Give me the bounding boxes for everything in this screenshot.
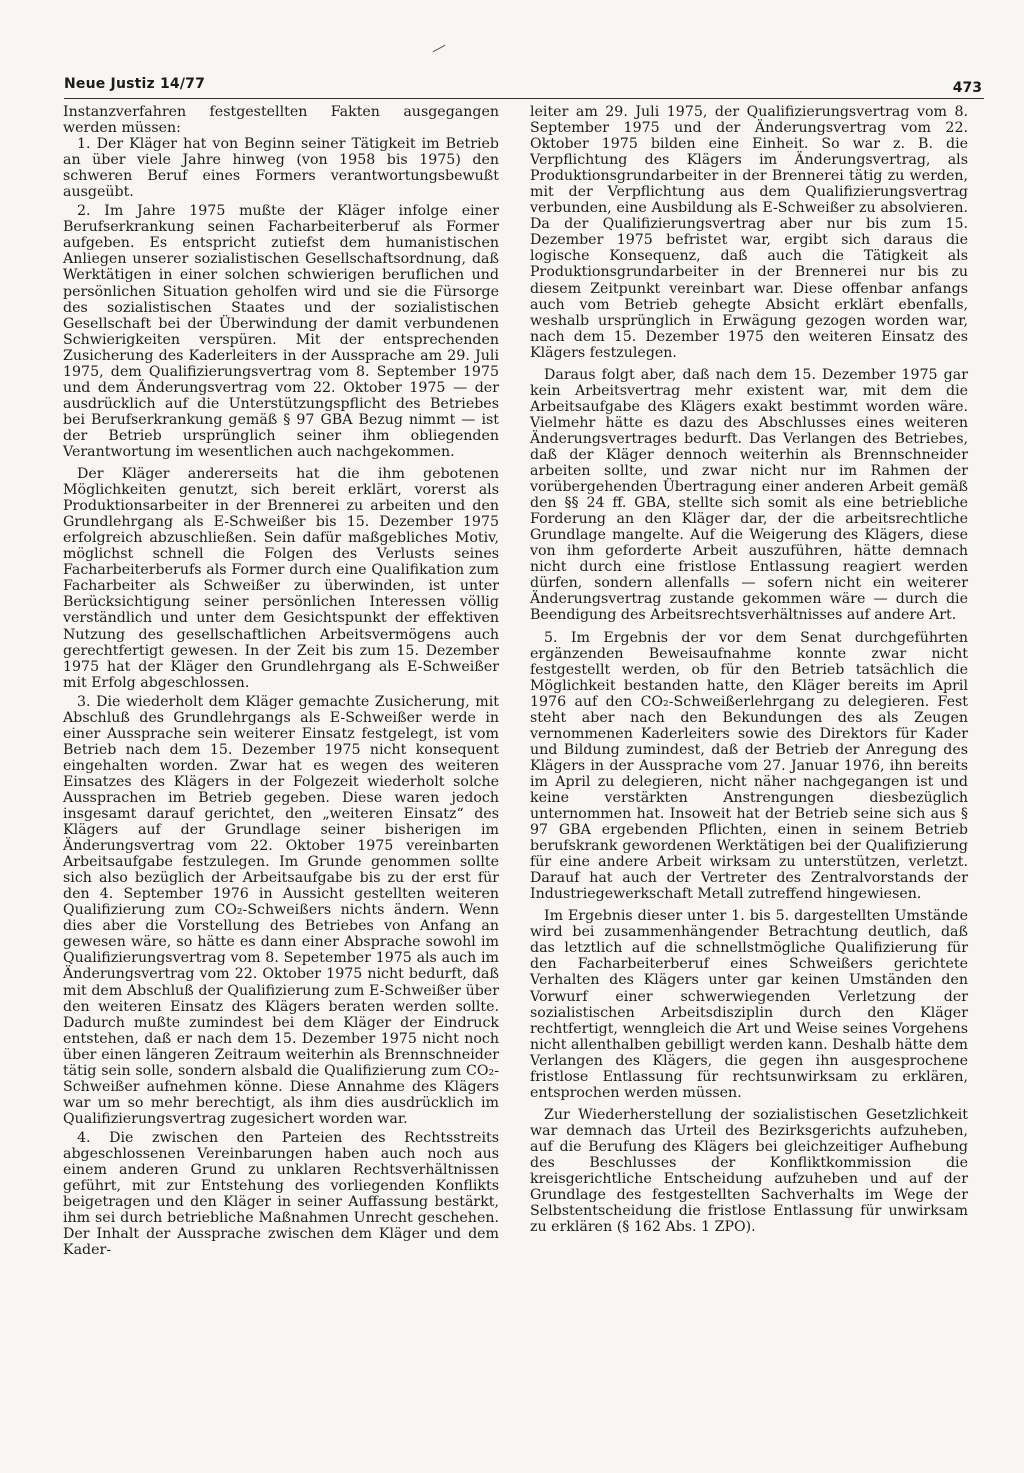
header-rule	[64, 98, 984, 99]
right-column	[530, 104, 968, 1235]
paragraph: Zur Wiederherstellung der sozialistischen Gesetzlichkeit war demnach das Urteil des Bezirksgerichts aufzuheben, auf die Berufung des Klägers bei gleichzeitiger Aufhebung des Beschlusses der Konfliktkommission die kreisgerichtliche Entscheidung aufzuheben und auf der Grundlage des festgestellten Sachverhalts im Wege der Selbstentscheidung die fristlose Entlassung für unwirksam zu erklären (§ 162 Abs. 1 ZPO).	[530, 1106, 968, 1236]
paragraph: Der Kläger andererseits hat die ihm gebotenen Möglichkeiten genutzt, sich bereit erklärt, vorerst als Produktionsarbeiter in der Brennerei zu arbeiten und den Grundlehrgang als E-Schweißer bis 15. Dezember 1975 erfolgreich abzuschließen. Sein dafür maßgebliches Motiv, möglichst schnell die Folgen des Verlusts seines Facharbeiterberufs als Former durch eine Qualifikation zum Facharbeiter als Schweißer zu überwinden, ist unter Berücksichtigung seiner persönlichen Interessen völlig verständlich und unter dem Gesichtspunkt der effektiven Nutzung des gesellschaftlichen Arbeitsvermögens auch gerechtfertigt gewesen. In der Zeit bis zum 15. Dezember 1975 hat der Kläger den Grundlehrgang als E-Schweißer mit Erfolg abgeschlossen.	[63, 466, 499, 691]
left-column	[63, 104, 499, 1258]
paragraph: 2. Im Jahre 1975 mußte der Kläger infolge einer Berufserkrankung seinen Facharbeiterberuf als Former aufgeben. Es entspricht zutiefst dem humanistischen Anliegen unserer sozialistischen Gesellschaftsordnung, daß Werktätigen in einer solchen schwierigen beruflichen und persönlichen Situation geholfen wird und sie die Fürsorge des sozialistischen Staates und der sozialistischen Gesellschaft bei der Überwindung der damit verbundenen Schwierigkeiten verspüren. Mit der entsprechenden Zusicherung des Kaderleiters in der Aussprache am 29. Juli 1975, dem Qualifizierungsvertrag vom 8. September 1975 und dem Änderungsvertrag vom 22. Oktober 1975 — der ausdrücklich auf die Unterstützungspflicht des Betriebes bei Berufserkrankung gemäß § 97 GBA Bezug nimmt — ist der Betrieb ursprünglich seiner ihm obliegenden Verantwortung im wesentlichen auch nachgekommen.	[63, 203, 499, 460]
pencil-mark	[433, 45, 446, 52]
paragraph: Instanzverfahren festgestellten Fakten ausgegangen werden müssen:	[63, 104, 499, 137]
page-number: 473	[952, 80, 982, 96]
paragraph: Daraus folgt aber, daß nach dem 15. Dezember 1975 gar kein Arbeitsvertrag mehr existent war, mit dem die Arbeitsaufgabe des Klägers exakt bestimmt worden wäre. Vielmehr hätte es dazu des Abschlusses eines weiteren Änderungsvertrages bedurft. Das Verlangen des Betriebes, daß der Kläger dennoch weiterhin als Brennschneider arbeiten sollte, und zwar nicht nur im Rahmen der vorübergehenden Übertragung einer anderen Arbeit gemäß den §§ 24 ff. GBA, stellte sich somit als eine betriebliche Forderung an den Kläger dar, der die arbeitsrechtliche Grundlage mangelte. Auf die Weigerung des Klägers, diese von ihm geforderte Arbeit auszuführen, hätte demnach nicht durch eine fristlose Entlassung reagiert werden dürfen, sondern allenfalls — sofern nicht ein weiterer Änderungsvertrag zustande gekommen wäre — durch die Beendigung des Arbeitsrechtsverhältnisses auf andere Art.	[530, 366, 968, 624]
paragraph: 5. Im Ergebnis der vor dem Senat durchgeführten ergänzenden Beweisaufnahme konnte zwar nicht festgestellt werden, ob für den Betrieb tatsächlich die Möglichkeit bestanden hatte, den Kläger bereits im April 1976 auf den CO₂-Schweißerlehrgang zu delegieren. Fest steht aber nach den Bekundungen des als Zeugen vernommenen Kaderleiters sowie des Direktors für Kader und Bildung zumindest, daß der Betrieb der Anregung des Klägers in der Aussprache vom 27. Januar 1976, ihn bereits im April zu delegieren, nicht näher nachgegangen ist und keine verstärkten Anstrengungen diesbezüglich unternommen hat. Insoweit hat der Betrieb seine sich aus § 97 GBA ergebenden Pflichten, einen in seinem Betrieb berufskrank gewordenen Werktätigen bei der Qualifizierung für eine andere Arbeit wirksam zu unterstützen, verletzt. Darauf hat auch der Vertreter des Zentralvorstands der Industriegewerkschaft Metall zutreffend hingewiesen.	[530, 629, 968, 903]
paragraph: leiter am 29. Juli 1975, der Qualifizierungsvertrag vom 8. September 1975 und der Änderungsvertrag vom 22. Oktober 1975 bilden eine Einheit. So war z. B. die Verpflichtung des Klägers im Änderungsvertrag, als Produktionsgrundarbeiter in der Brennerei tätig zu werden, mit der Verpflichtung aus dem Qualifizierungsvertrag verbunden, eine Ausbildung als E-Schweißer zu absolvieren. Da der Qualifizierungsvertrag aber nur bis zum 15. Dezember 1975 befristet war, ergibt sich daraus die logische Konsequenz, daß auch die Tätigkeit als Produktionsgrundarbeiter in der Brennerei nur bis zu diesem Zeitpunkt vereinbart war. Diese offenbar anfangs auch vom Betrieb gehegte Absicht erklärt ebenfalls, weshalb ursprünglich in Erwägung gezogen worden war, nach dem 15. Dezember 1975 den weiteren Einsatz des Klägers festzulegen.	[530, 104, 968, 361]
paragraph: 1. Der Kläger hat von Beginn seiner Tätigkeit im Betrieb an über viele Jahre hinweg (von 1958 bis 1975) den schweren Beruf eines Formers verantwortungsbewußt ausgeübt.	[63, 136, 499, 201]
paragraph: 4. Die zwischen den Parteien des Rechtsstreits abgeschlossenen Vereinbarungen haben auch noch aus einem anderen Grund zu unklaren Rechtsverhältnissen geführt, mit zur Entstehung des vorliegenden Konflikts beigetragen und den Kläger in seiner Auffassung bestärkt, ihm sei durch betriebliche Maßnahmen Unrecht geschehen. Der Inhalt der Aussprache zwischen dem Kläger und dem Kader-	[63, 1129, 499, 1259]
paragraph: 3. Die wiederholt dem Kläger gemachte Zusicherung, mit Abschluß des Grundlehrgangs als E-Schweißer werde in einer Aussprache sein weiterer Einsatz festgelegt, ist vom Betrieb nach dem 15. Dezember 1975 nicht konsequent eingehalten worden. Zwar hat es wegen des weiteren Einsatzes des Klägers in der Folgezeit wiederholt solche Aussprachen im Betrieb gegeben. Diese waren jedoch insgesamt darauf gerichtet, den „weiteren Einsatz“ des Klägers auf der Grundlage seiner bisherigen im Änderungsvertrag vom 22. Oktober 1975 vereinbarten Arbeitsaufgabe festzulegen. Im Grunde genommen sollte sich also bezüglich der Arbeitsaufgabe bis zu der erst für den 4. September 1976 in Aussicht gestellten weiteren Qualifizierung zum CO₂-Schweißers nichts ändern. Wenn dies aber die Vorstellung des Betriebes von Anfang an gewesen wäre, so hätte es dann einer Absprache sowohl im Qualifizierungsvertrag vom 8. Sepetember 1975 als auch im Änderungsvertrag vom 22. Oktober 1975 nicht bedurft, daß mit dem Abschluß der Qualifizierung zum E-Schweißer über den weiteren Einsatz des Klägers beraten werden sollte. Dadurch mußte zumindest bei dem Kläger der Eindruck entstehen, daß er nach dem 15. Dezember 1975 nicht noch über einen längeren Zeitraum weiterhin als Brennschneider tätig sein solle, sondern alsbald die Qualifizierung zum CO₂-Schweißer aufnehmen könne. Diese Annahme des Klägers war um so mehr berechtigt, als ihm dies ausdrücklich im Qualifizierungsvertrag zugesichert worden war.	[63, 693, 499, 1127]
journal-title: Neue Justiz 14/77	[64, 76, 206, 92]
page-header	[64, 76, 984, 98]
paragraph: Im Ergebnis dieser unter 1. bis 5. dargestellten Umstände wird bei zusammenhängender Betrachtung deutlich, daß das letztlich auf die schnellstmögliche Qualifizierung für den Facharbeiterberuf eines Schweißers gerichtete Verhalten des Klägers unter gar keinen Umständen den Vorwurf einer schwerwiegenden Verletzung der sozialistischen Arbeitsdisziplin durch den Kläger rechtfertigt, wenngleich die Art und Weise seines Vorgehens nicht allenthalben gebilligt werden kann. Deshalb hätte dem Verlangen des Klägers, die gegen ihn ausgesprochene fristlose Entlassung für rechtsunwirksam zu erklären, entsprochen werden müssen.	[530, 908, 968, 1101]
